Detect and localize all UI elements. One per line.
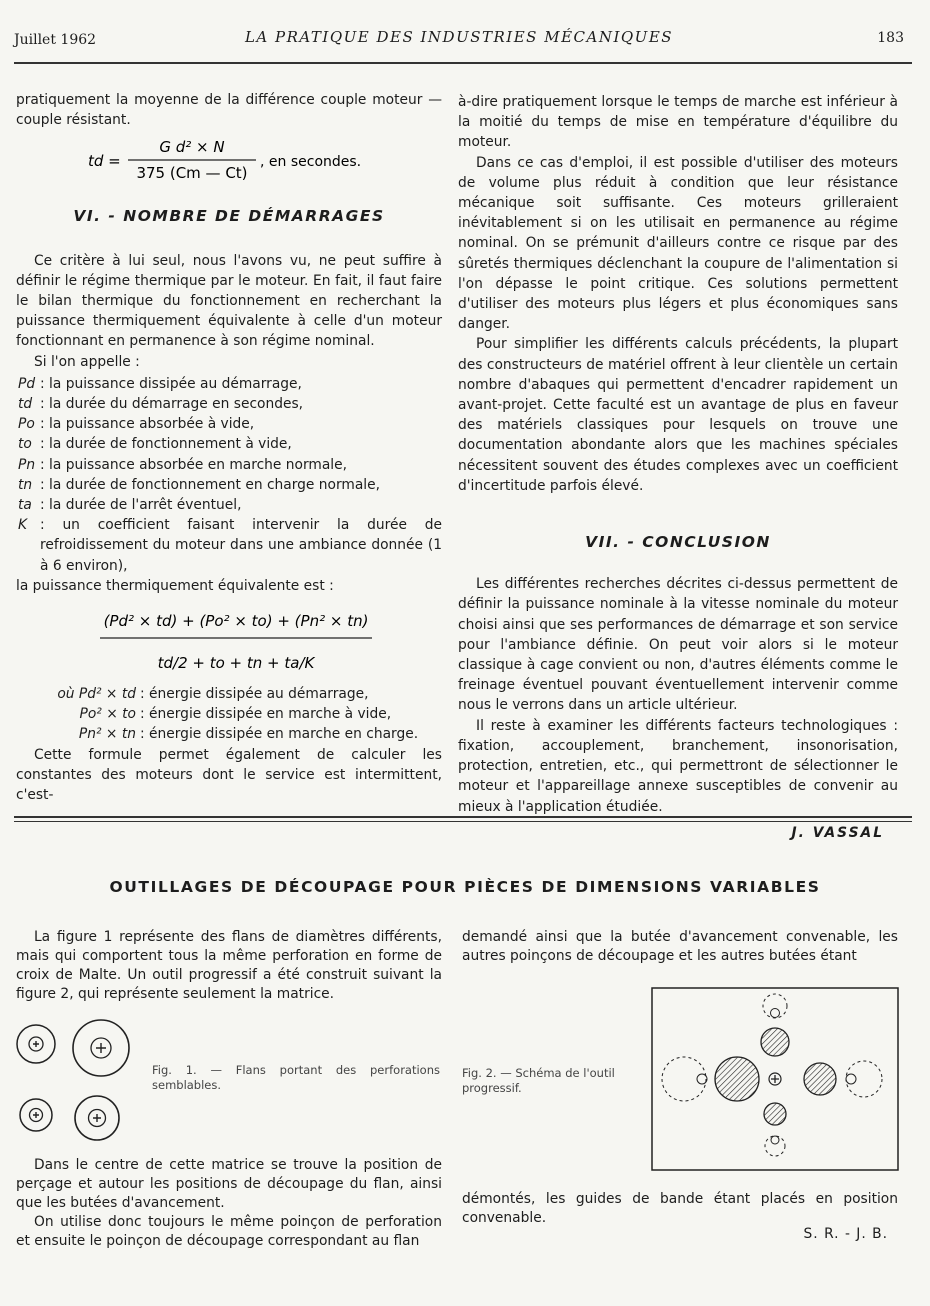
reduced-motor-paragraph: Dans ce cas d'emploi, il est possible d'utiliser des moteurs de volume plus réduit à condition que leur résistance mécanique soit suffisante. Ces moteurs grilleraient inévitablement si on les utilisait en permanence au régime nominal. On se prémunit d'ailleurs contre ce risque par des sûretés thermiques déclenchant la coupure de l'alimentation si l'on dépasse le point critique. Ces solutions permettent d'utiliser des moteurs plus légers et plus économiques sans danger. xyxy=(458,154,898,333)
formula-lhs: td = xyxy=(88,152,121,171)
figure1-intro-paragraph: La figure 1 représente des flans de diamètres différents, mais qui comportent tous la même perforation en forme de croix de Malte. Un outil progressif a été construit suivant la figure 2, qui représente seulement la matrice. xyxy=(16,929,442,1002)
page-number: 183 xyxy=(877,30,904,46)
author-signature: J. VASSAL xyxy=(791,824,884,841)
stop-dashed-left xyxy=(662,1057,706,1101)
section-heading-7: VII. - CONCLUSION xyxy=(585,533,771,552)
article-separator-rule-thin xyxy=(14,821,912,822)
cut-station-left xyxy=(715,1057,759,1101)
definitions-list xyxy=(16,374,442,576)
figure-1-blanks xyxy=(14,1018,144,1148)
stop-pin-top xyxy=(771,1009,780,1018)
right-text-top: demandé ainsi que la butée d'avancement convenable, les autres poinçons de découpage et les autres butées étant xyxy=(462,929,898,964)
stop-dashed-top xyxy=(763,994,787,1018)
formula-numerator: G d² × N xyxy=(159,138,225,157)
equivalent-power-line: la puissance thermiquement équivalente est : xyxy=(16,577,334,594)
continuation-paragraph: à-dire pratiquement lorsque le temps de marche est inférieur à la moitié du temps de mise en température d'équilibre du moteur. xyxy=(458,94,898,151)
author-initials: S. R. - J. B. xyxy=(803,1226,888,1242)
formula-usage-paragraph: Cette formule permet également de calculer les constantes des moteurs dont le service est intermittent, c'est- xyxy=(16,746,442,804)
definition-item: tn : la durée de fonctionnement en charge normale, xyxy=(18,476,381,493)
definition-item: to : la durée de fonctionnement à vide, xyxy=(18,436,292,453)
blank-disc-medium xyxy=(75,1096,119,1140)
issue-date: Juillet 1962 xyxy=(14,32,97,48)
cut-station-top xyxy=(761,1028,789,1056)
energy-item: Pn² × tn : énergie dissipée en marche en charge. xyxy=(78,726,419,743)
figure-1-caption: Fig. 1. — Flans portant des perforations semblables. xyxy=(152,1063,440,1092)
definition-item: Po : la puissance absorbée à vide, xyxy=(18,416,255,433)
article-separator-rule xyxy=(14,816,912,818)
blank-disc-large xyxy=(73,1020,129,1076)
right-text-bottom: démontés, les guides de bande étant placés en position convenable. xyxy=(462,1191,898,1226)
cut-station-bottom xyxy=(764,1103,786,1125)
start-time-formula-svg xyxy=(16,130,442,192)
energy-item: où Pd² × td : énergie dissipée au démarrage, xyxy=(57,686,369,703)
definition-item: ta : la durée de l'arrêt éventuel, xyxy=(18,497,242,514)
definition-item: Pn : la puissance absorbée en marche normale, xyxy=(18,456,348,473)
formula-unit: , en secondes. xyxy=(260,154,362,171)
figure-2-die-diagram xyxy=(650,986,900,1172)
big-fraction-numerator: (Pd² × td) + (Po² × to) + (Pn² × tn) xyxy=(103,612,369,631)
thermal-paragraph: Ce critère à lui seul, nous l'avons vu, ne peut suffire à définir le régime thermique par le moteur. En fait, il faut faire le bilan thermique du fonctionnement en recherchant la puissance thermiquement équivalente à celle d'un moteur fonctionnant en permanence à son régime nominal. xyxy=(16,252,442,350)
stop-dashed-bottom xyxy=(765,1136,785,1156)
section-heading-6: VI. - NOMBRE DE DÉMARRAGES xyxy=(73,207,385,226)
definition-item: Pd : la puissance dissipée au démarrage, xyxy=(18,375,302,392)
article-title: OUTILLAGES DE DÉCOUPAGE POUR PIÈCES DE DIMENSIONS VARIABLES xyxy=(109,878,821,896)
stop-dashed-right xyxy=(846,1061,882,1097)
energy-list xyxy=(18,684,442,745)
matrix-description-paragraph: Dans le centre de cette matrice se trouve la position de perçage et autour les positions de découpage du flan, ainsi que les butées d'avancement. On utilise donc toujours le même poinçon de perforation et ensuite le poinçon de découpage correspondant au flan xyxy=(16,1157,442,1249)
equivalent-power-formula xyxy=(16,600,442,684)
blank-disc-small xyxy=(17,1025,55,1063)
stop-pin-right xyxy=(846,1074,856,1084)
technology-factors-paragraph: Il reste à examiner les différents facteurs technologiques : fixation, accouplement, branchement, insonorisation, protection, entretien, etc., qui permettront de sélectionner le moteur et l'appareillage annexe susceptibles de convenir au mieux à l'application étudiée. xyxy=(458,717,898,815)
left-column xyxy=(16,90,442,805)
definitions-intro: Si l'on appelle : xyxy=(34,353,140,370)
start-time-formula xyxy=(16,130,442,192)
header-rule xyxy=(14,62,912,64)
cut-station-right xyxy=(804,1063,836,1095)
right-column xyxy=(458,92,898,843)
running-header xyxy=(14,28,904,54)
energy-item: Po² × to : énergie dissipée en marche à vide, xyxy=(79,706,392,723)
stop-pin-bottom xyxy=(771,1136,779,1144)
definition-item: td : la durée du démarrage en secondes, xyxy=(18,396,304,413)
formula-denominator: 375 (Cm — Ct) xyxy=(136,164,248,183)
abaques-paragraph: Pour simplifier les différents calculs précédents, la plupart des constructeurs de matériel offrent à leur clientèle un certain nombre d'abaques qui permettent d'encadrer rapidement un avant-projet. Cette faculté est un avantage de plus en faveur des matériels classiques pour lesquels on trouve une documentation abondante alors que les machines spéciales nécessitent souvent des études complexes avec un coefficient d'incertitude parfois élevé. xyxy=(458,336,898,494)
figure-2-caption: Fig. 2. — Schéma de l'outil progressif. xyxy=(462,1066,615,1095)
journal-title: LA PRATIQUE DES INDUSTRIES MÉCANIQUES xyxy=(244,28,674,46)
intro-paragraph: pratiquement la moyenne de la différence couple moteur — couple résistant. xyxy=(16,92,442,129)
big-fraction-denominator: td/2 + to + tn + ta/K xyxy=(157,654,315,673)
equivalent-power-formula-svg xyxy=(16,600,442,684)
definition-item: K : un coefficient faisant intervenir la durée de refroidissement du moteur dans une ambiance donnée (1 à 6 environ), xyxy=(18,517,442,574)
blank-disc-tiny xyxy=(20,1099,52,1131)
conclusion-paragraph: Les différentes recherches décrites ci-dessus permettent de définir la puissance nominale à la vitesse nominale du moteur choisi ainsi que ses performances de démarrage et son service pour l'ambiance définie. On peut voir alors si le moteur classique à cage convient ou non, d'autres éléments comme le freinage éventuel pouvant éventuellement intervenir comme nous le verrons dans un article ultérieur. xyxy=(458,576,898,714)
